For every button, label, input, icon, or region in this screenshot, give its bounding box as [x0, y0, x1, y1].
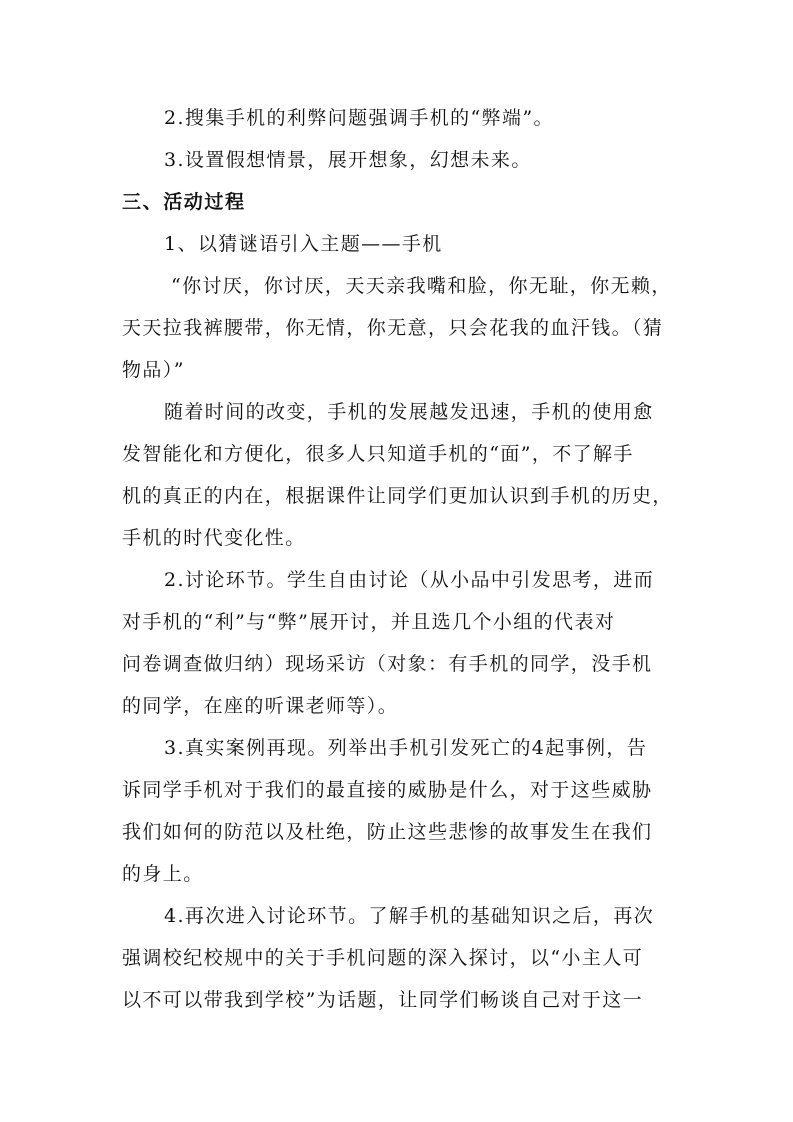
text-line: 4.再次进入讨论环节。了解手机的基础知识之后，再次 — [164, 905, 655, 927]
text-line: 随着时间的改变，手机的发展越发迅速，手机的使用愈 — [164, 401, 654, 423]
text-line: 物品）” — [122, 359, 185, 381]
text-line: 强调校纪校规中的关于手机问题的深入探讨，以“小主人可 — [122, 947, 644, 969]
text-line: 手机的时代变化性。 — [122, 527, 306, 549]
text-line: “你讨厌，你讨厌，天天亲我嘴和脸，你无耻，你无赖， — [171, 275, 672, 297]
text-line: 的同学，在座的听课老师等）。 — [122, 695, 399, 717]
text-line: 2.搜集手机的利弊问题强调手机的“弊端”。 — [164, 107, 554, 129]
text-line: 的身上。 — [122, 863, 204, 885]
text-line: 对手机的“利”与“弊”展开讨，并且选几个小组的代表对 — [122, 611, 616, 633]
text-line: 发智能化和方便化，很多人只知道手机的“面”，不了解手 — [122, 443, 634, 465]
text-line: 我们如何的防范以及杜绝，防止这些悲惨的故事发生在我们 — [122, 821, 653, 843]
text-line: 问卷调查做归纳）现场采访（对象：有手机的同学，没手机 — [122, 653, 653, 675]
text-line: 1、以猜谜语引入主题——手机 — [164, 233, 443, 255]
text-line: 诉同学手机对于我们的最直接的威胁是什么，对于这些威胁 — [122, 779, 653, 801]
section-heading: 三、活动过程 — [122, 191, 246, 213]
text-line: 3.设置假想情景，展开想象，幻想未来。 — [164, 149, 532, 171]
text-line: 天天拉我裤腰带，你无情，你无意，只会花我的血汗钱。（猜 — [122, 317, 664, 339]
text-line: 3.真实案例再现。列举出手机引发死亡的4起事例，告 — [164, 737, 648, 759]
text-line: 机的真正的内在，根据课件让同学们更加认识到手机的历史， — [122, 485, 673, 507]
text-line: 2.讨论环节。学生自由讨论（从小品中引发思考，进而 — [164, 569, 655, 591]
text-line: 以不可以带我到学校”为话题，让同学们畅谈自己对于这一 — [122, 989, 644, 1011]
